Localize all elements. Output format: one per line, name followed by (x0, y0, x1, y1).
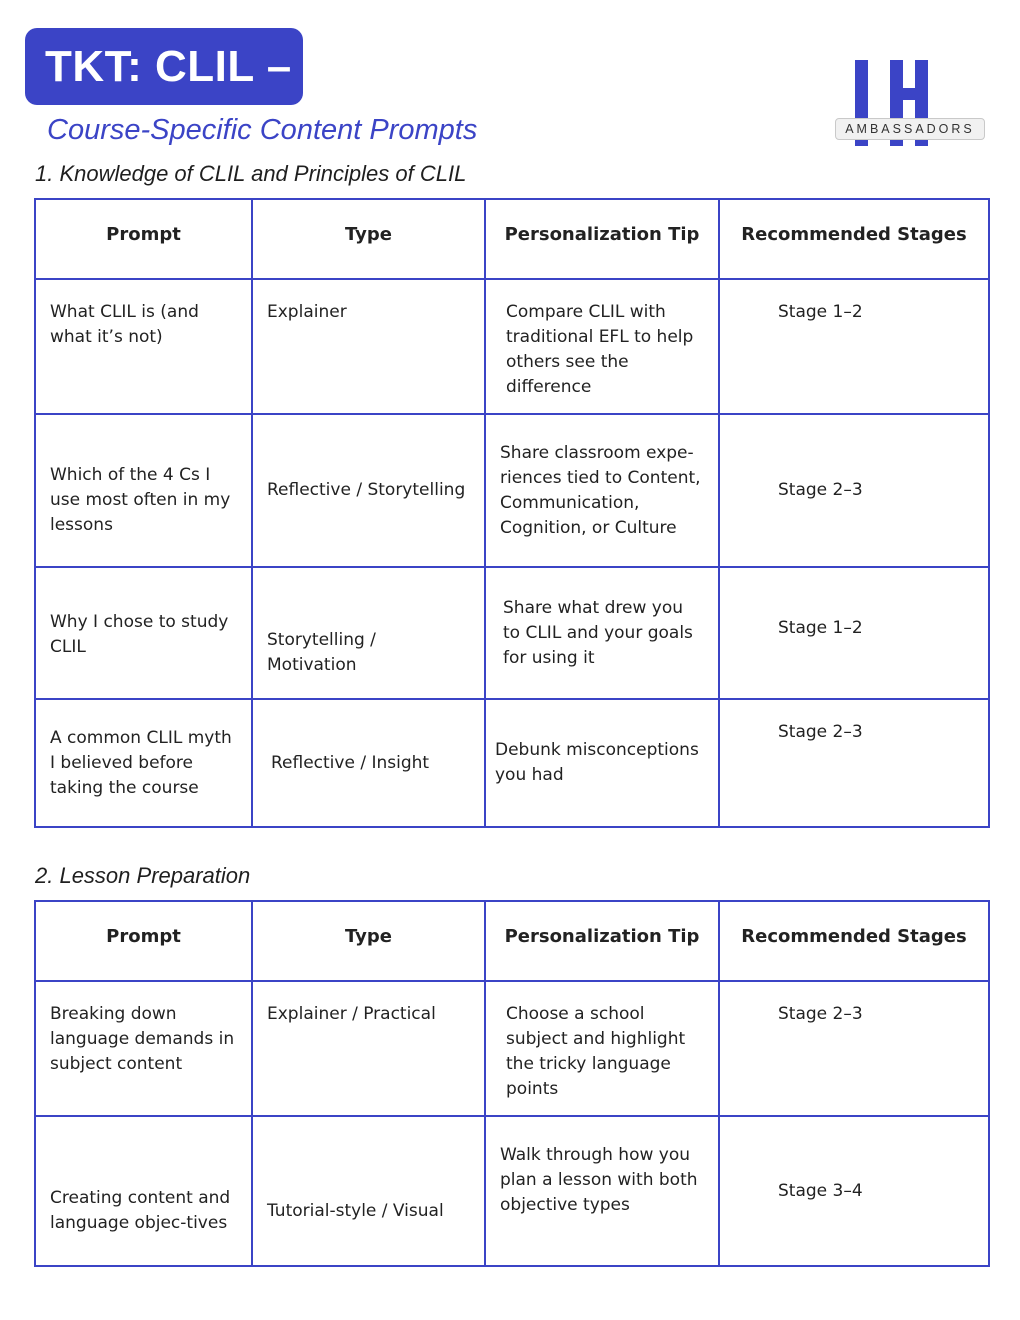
stage-cell: Stage 3–4 (719, 1116, 989, 1266)
type-cell: Tutorial-style / Visual (252, 1116, 485, 1266)
prompts-table-lesson-prep (34, 900, 990, 1267)
tip-cell: Share classroom expe-riences tied to Content, Communication, Cognition, or Culture (485, 414, 719, 567)
column-header-stages: Recommended Stages (719, 901, 989, 981)
prompt-cell: Which of the 4 Cs I use most often in my lessons (35, 414, 252, 567)
tip-cell: Debunk misconceptions you had (485, 699, 719, 827)
stage-cell: Stage 1–2 (719, 279, 989, 414)
tip-cell: Choose a school subject and highlight the tricky language points (485, 981, 719, 1116)
column-header-type: Type (252, 901, 485, 981)
type-cell: Storytelling / Motivation (252, 567, 485, 699)
column-header-tip: Personalization Tip (485, 199, 719, 279)
column-header-prompt: Prompt (35, 199, 252, 279)
tip-cell: Share what drew you to CLIL and your goals for using it (485, 567, 719, 699)
column-header-tip: Personalization Tip (485, 901, 719, 981)
type-cell: Explainer / Practical (252, 981, 485, 1116)
prompts-table-knowledge (34, 198, 990, 828)
table-header-row (35, 199, 989, 279)
ih-ambassadors-logo (835, 56, 985, 148)
prompt-cell: What CLIL is (and what it’s not) (35, 279, 252, 414)
column-header-stages: Recommended Stages (719, 199, 989, 279)
stage-cell: Stage 1–2 (719, 567, 989, 699)
type-cell: Explainer (252, 279, 485, 414)
page-title-badge (25, 28, 303, 105)
prompt-cell: Why I chose to study CLIL (35, 567, 252, 699)
table-row (35, 981, 989, 1116)
table-row (35, 414, 989, 567)
table-row (35, 699, 989, 827)
type-cell: Reflective / Storytelling (252, 414, 485, 567)
section-heading-knowledge: 1. Knowledge of CLIL and Principles of CLIL (35, 161, 467, 186)
prompt-cell: Creating content and language objec-tives (35, 1116, 252, 1266)
table-row (35, 279, 989, 414)
prompt-cell: A common CLIL myth I believed before taking the course (35, 699, 252, 827)
table-row (35, 567, 989, 699)
stage-cell: Stage 2–3 (719, 981, 989, 1116)
column-header-prompt: Prompt (35, 901, 252, 981)
tip-cell: Compare CLIL with traditional EFL to help others see the difference (485, 279, 719, 414)
table-row (35, 1116, 989, 1266)
page-subtitle: Course-Specific Content Prompts (47, 114, 478, 146)
stage-cell: Stage 2–3 (719, 414, 989, 567)
logo-band-text: AMBASSADORS (835, 118, 985, 140)
section-heading-lesson-prep: 2. Lesson Preparation (35, 863, 251, 888)
tip-cell: Walk through how you plan a lesson with both objective types (485, 1116, 719, 1266)
table-header-row (35, 901, 989, 981)
stage-cell: Stage 2–3 (719, 699, 989, 827)
page-title: TKT: CLIL – (45, 42, 292, 91)
prompt-cell: Breaking down language demands in subject content (35, 981, 252, 1116)
column-header-type: Type (252, 199, 485, 279)
type-cell: Reflective / Insight (252, 699, 485, 827)
